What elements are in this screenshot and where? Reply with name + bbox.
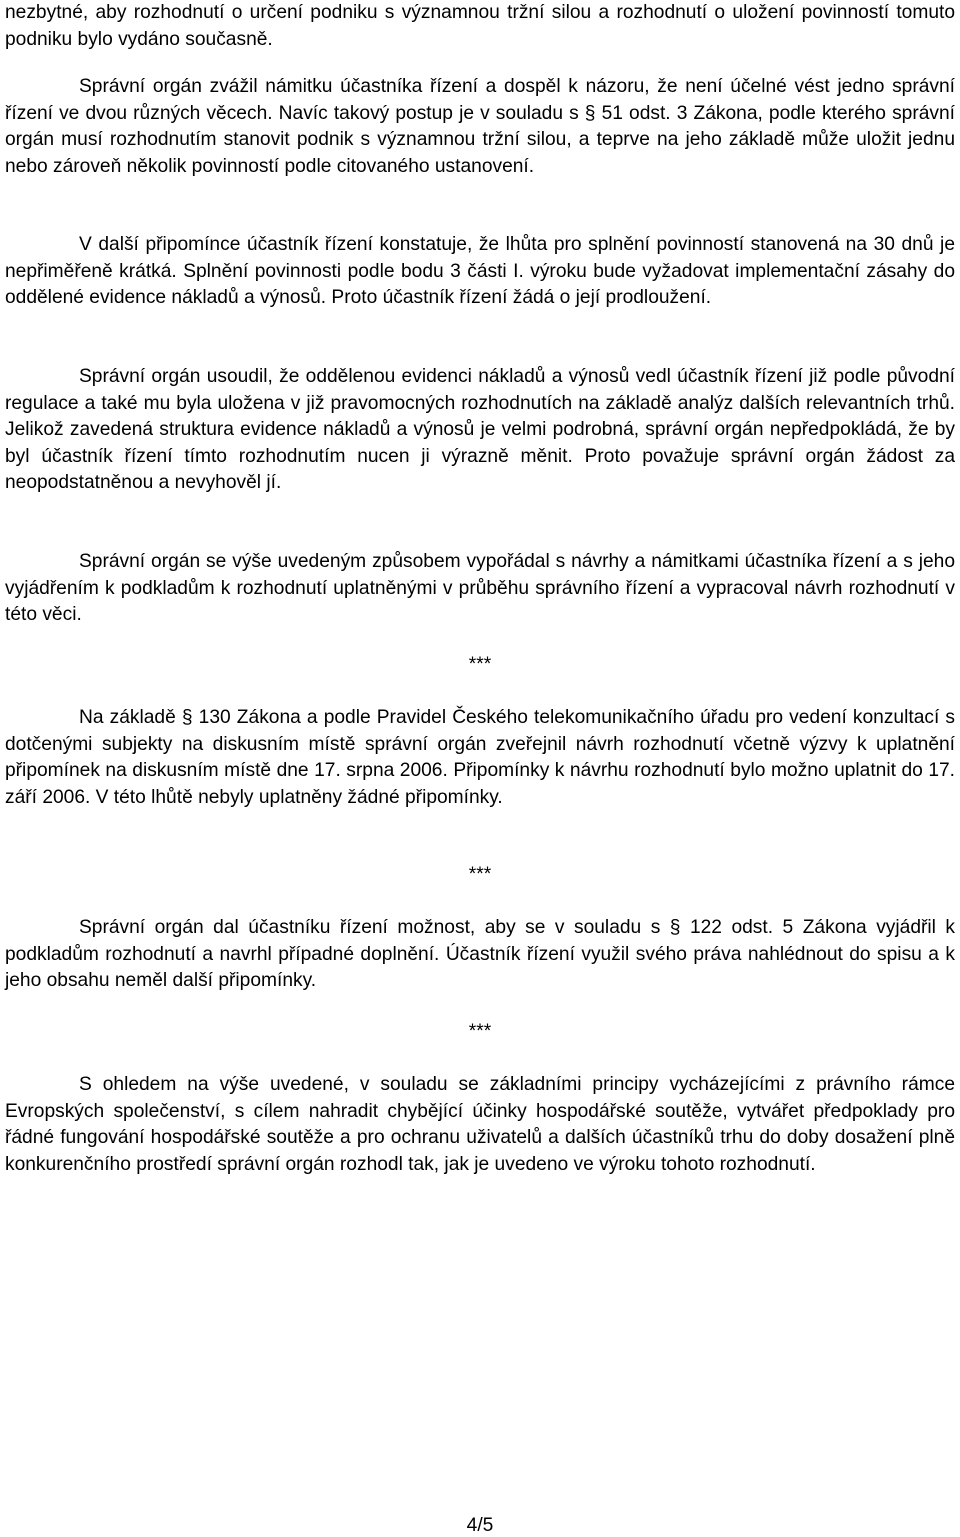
paragraph-file-inspection: Správní orgán dal účastníku řízení možnost, aby se v souladu s § 122 odst. 5 Zákona vyjádřil k podkladům rozhodnutí a navrhl případné doplnění. Účastník řízení využil svého práva nahlédnout do spisu a k jeho obsahu neměl další připomínky. [5, 917, 955, 992]
paragraph-consultation: Na základě § 130 Zákona a podle Pravidel Českého telekomunikačního úřadu pro vedení konzultací s dotčenými subjekty na diskusním místě správní orgán zveřejnil návrh rozhodnutí včetně výzvy k uplatnění připomínek na diskusním místě dne 17. srpna 2006. Připomínky k návrhu rozhodnutí bylo možno uplatnit do 17. září 2006. V této lhůtě nebyly uplatněny žádné připomínky. [5, 707, 955, 808]
paragraph-continuation: nezbytné, aby rozhodnutí o určení podniku s významnou tržní silou a rozhodnutí o uložení povinností tomuto podniku bylo vydáno současně. [5, 2, 955, 50]
section-separator: *** [468, 1021, 492, 1042]
paragraph-deadline-response: Správní orgán usoudil, že oddělenou evidenci nákladů a výnosů vedl účastník řízení již podle původní regulace a také mu byla uložena v již pravomocných rozhodnutích na základě analýz dalších relevantních trhů. Jelikož zavedená struktura evidence nákladů a výnosů je velmi podrobná, správní orgán nepředpokládá, že by byl účastník řízení tímto rozhodnutím nucen ji výrazně měnit. Proto považuje správní orgán žádost za neopodstatněnou a nevyhověl jí. [5, 366, 955, 494]
section-separator: *** [468, 864, 492, 885]
paragraph-settlement-summary: Správní orgán se výše uvedeným způsobem vypořádal s návrhy a námitkami účastníka řízení a s jeho vyjádřením k podkladům k rozhodnutí uplatněnými v průběhu správního řízení a vypracoval návrh rozhodnutí v této věci. [5, 551, 955, 626]
paragraph-deadline-objection: V další připomínce účastník řízení konstatuje, že lhůta pro splnění povinností stanovená na 30 dnů je nepřiměřeně krátká. Splnění povinnosti podle bodu 3 části I. výroku bude vyžadovat implementační zásahy do oddělené evidence nákladů a výnosů. Proto účastník řízení žádá o její prodloužení. [5, 234, 955, 309]
page-number: 4/5 [466, 1515, 494, 1536]
paragraph-objection-single-proceeding: Správní orgán zvážil námitku účastníka řízení a dospěl k názoru, že není účelné vést jedno správní řízení ve dvou různých věcech. Navíc takový postup je v souladu s § 51 odst. 3 Zákona, podle kterého správní orgán musí rozhodnutím stanovit podnik s významnou tržní silou, a teprve na jeho základě může uložit jednu nebo zároveň několik povinností podle citovaného ustanovení. [5, 76, 955, 177]
section-separator: *** [468, 654, 492, 675]
paragraph-conclusion: S ohledem na výše uvedené, v souladu se základními principy vycházejícími z právního rámce Evropských společenství, s cílem nahradit chybějící účinky hospodářské soutěže, vytvářet předpoklady pro řádné fungování hospodářské soutěže a pro ochranu uživatelů a dalších účastníků trhu do doby dosažení plně konkurenčního prostředí správní orgán rozhodl tak, jak je uvedeno ve výroku tohoto rozhodnutí. [5, 1074, 955, 1175]
